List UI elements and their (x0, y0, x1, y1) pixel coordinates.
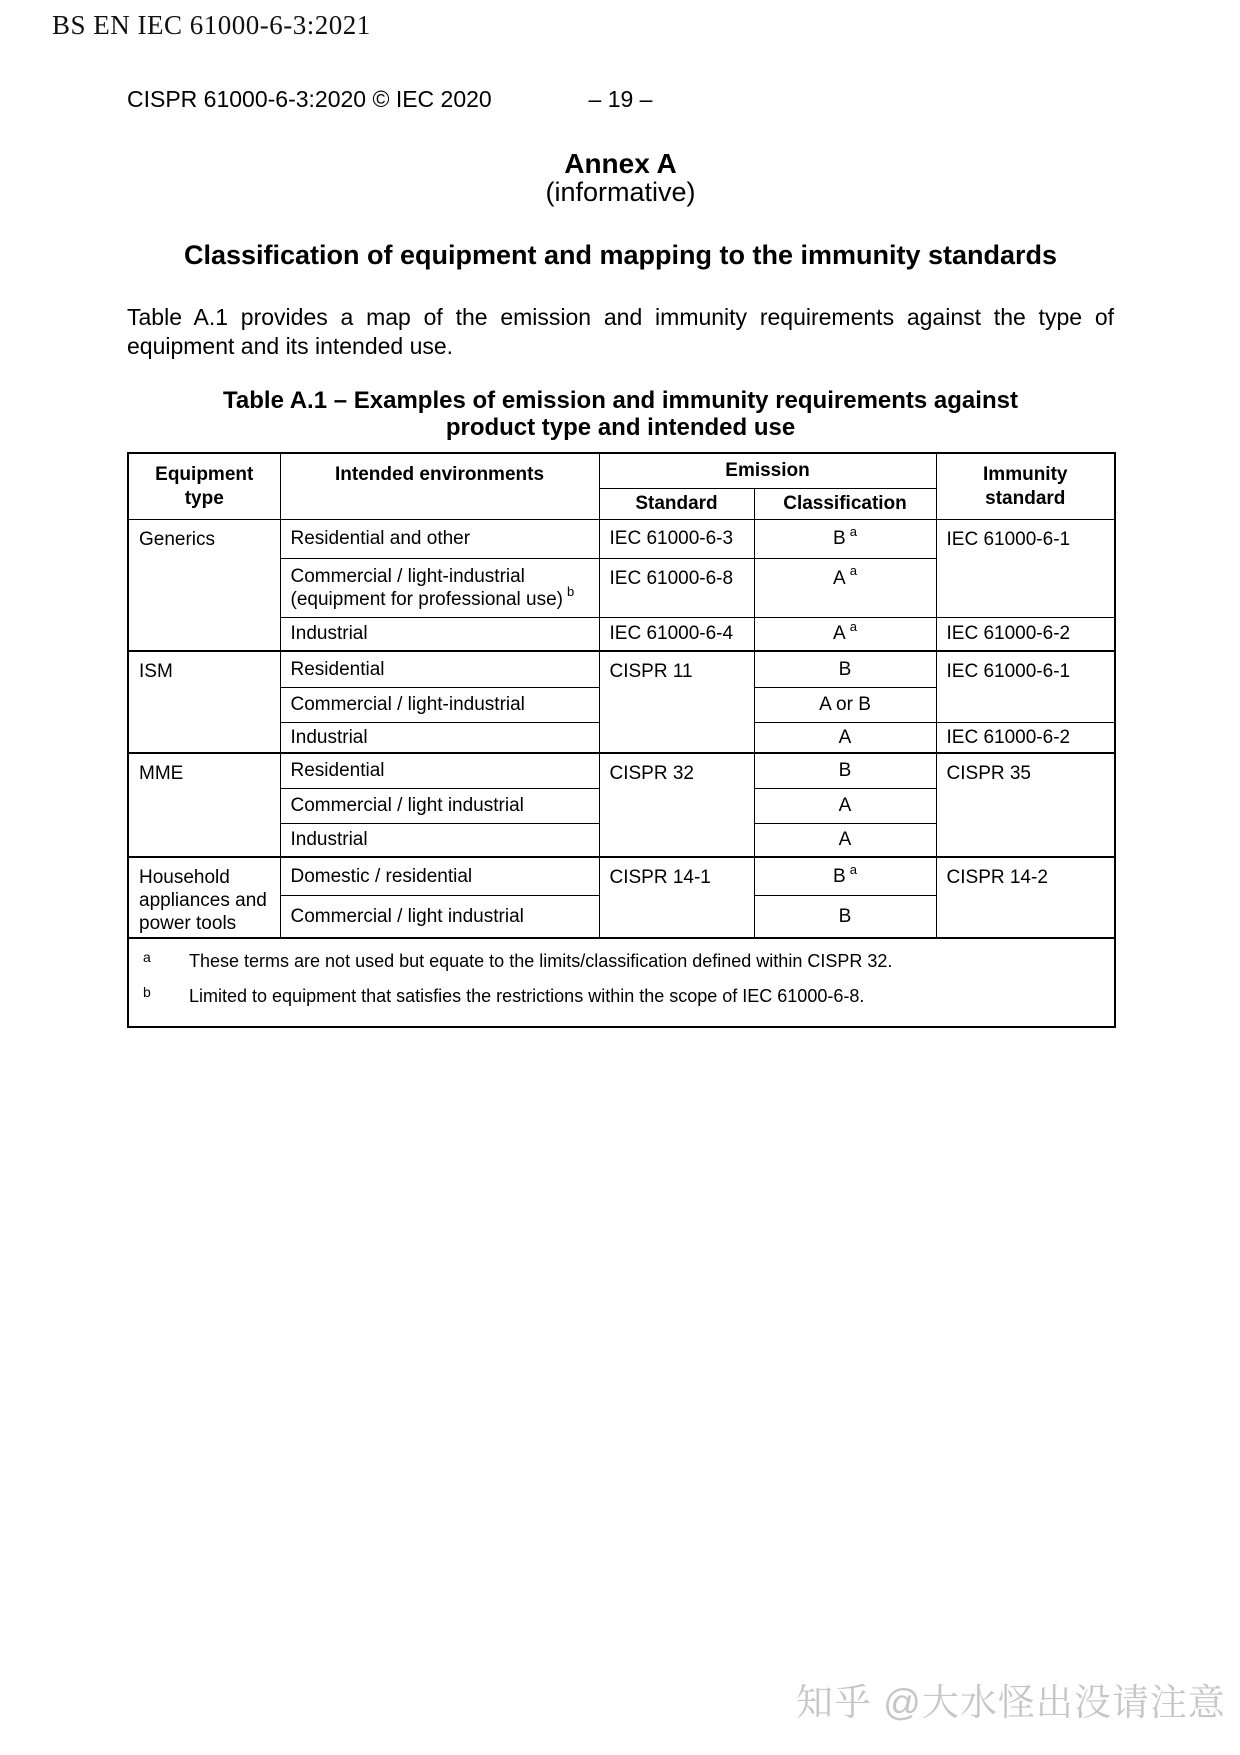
col-header-intended-environments: Intended environments (280, 453, 599, 519)
intro-paragraph (127, 303, 1114, 361)
cell-environment: Domestic / residential (280, 857, 599, 896)
col-header-equipment-type: Equipment type (128, 453, 280, 519)
col-header-classification: Classification (754, 488, 936, 519)
section-heading: Classification of equipment and mapping to the immunity standards (183, 240, 1058, 270)
footnote-ref-a: a (849, 618, 857, 634)
intro-line-2: equipment and its intended use. (127, 333, 454, 359)
annex-title: Annex A (564, 148, 677, 179)
cell-environment: Commercial / light industrial (280, 788, 599, 823)
cell-classification: B $^a$ (754, 519, 936, 558)
footnote-b-marker: b (143, 984, 151, 1000)
cell-classification: B $^a$ (754, 857, 936, 896)
cell-environment: Residential (280, 651, 599, 687)
cell-standard: IEC 61000-6-8 (599, 558, 754, 617)
footnote-a-text: These terms are not used but equate to the limits/classification defined within CISPR 32. (189, 951, 893, 971)
col-header-emission: Emission (599, 453, 936, 488)
footnote-ref-a: a (849, 523, 857, 539)
cell-classification: A (754, 722, 936, 753)
cell-standard: IEC 61000-6-4 (599, 617, 754, 651)
page-number: – 19 – (588, 86, 653, 112)
cell-environment: Commercial / light-industrial (equipment for professional use) $^b$ (280, 558, 599, 617)
cell-standard: CISPR 11 (599, 651, 754, 753)
cell-equipment: Household appliances and power tools (128, 857, 280, 938)
cell-immunity: IEC 61000-6-1 (936, 651, 1115, 722)
table-caption-line-2: product type and intended use (445, 414, 796, 441)
cell-classification: B (754, 896, 936, 938)
document-reference: BS EN IEC 61000-6-3:2021 (52, 10, 371, 40)
footnote-ref-a: a (849, 563, 857, 579)
cell-immunity: CISPR 14-2 (936, 857, 1115, 938)
cell-environment: Industrial (280, 722, 599, 753)
watermark: 知乎 @大水怪出没请注意 (796, 1682, 1226, 1723)
intro-line-1: Table A.1 provides a map of the emission and immunity requirements against the type of (127, 304, 1114, 330)
cell-environment: Commercial / light industrial (280, 896, 599, 938)
cell-immunity: IEC 61000-6-2 (936, 617, 1115, 651)
table-row (128, 651, 1115, 687)
cell-standard: CISPR 14-1 (599, 857, 754, 938)
cell-classification: A (754, 788, 936, 823)
footnote-b (141, 985, 1104, 1007)
cell-equipment: ISM (128, 651, 280, 753)
cell-environment: Industrial (280, 617, 599, 651)
cell-environment: Commercial / light-industrial (280, 687, 599, 722)
cell-classification: A (754, 823, 936, 857)
table-caption-line-1: Table A.1 – Examples of emission and immunity requirements against (223, 387, 1018, 414)
table-row (128, 753, 1115, 788)
table-footnotes (128, 938, 1115, 1027)
cell-immunity: IEC 61000-6-1 (936, 519, 1115, 617)
footnote-ref-a: a (849, 861, 857, 877)
footnote-ref-b: b (566, 584, 575, 600)
running-header-label: CISPR 61000-6-3:2020 © IEC 2020 (127, 86, 492, 112)
cell-classification: A $^a$ (754, 617, 936, 651)
annex-subtitle: (informative) (545, 177, 696, 207)
cell-equipment: MME (128, 753, 280, 857)
footnote-a-marker: a (143, 949, 151, 965)
col-header-immunity-standard: Immunity standard (936, 453, 1115, 519)
cell-immunity: CISPR 35 (936, 753, 1115, 857)
footnote-b-text: Limited to equipment that satisfies the restrictions within the scope of IEC 61000-6-8. (189, 986, 865, 1006)
cell-classification: B (754, 753, 936, 788)
table-header-row-1 (128, 453, 1115, 488)
cell-classification: A or B (754, 687, 936, 722)
footnote-a (141, 950, 1104, 972)
cell-environment: Residential and other (280, 519, 599, 558)
cell-environment: Residential (280, 753, 599, 788)
page-content (127, 0, 1114, 1028)
equipment-table (127, 452, 1116, 1028)
table-caption (127, 387, 1114, 441)
cell-classification: B (754, 651, 936, 687)
cell-standard: CISPR 32 (599, 753, 754, 857)
table-row (128, 857, 1115, 896)
col-header-standard: Standard (599, 488, 754, 519)
cell-immunity: IEC 61000-6-2 (936, 722, 1115, 753)
cell-environment: Industrial (280, 823, 599, 857)
cell-classification: A $^a$ (754, 558, 936, 617)
cell-equipment: Generics (128, 519, 280, 651)
cell-standard: IEC 61000-6-3 (599, 519, 754, 558)
table-row (128, 519, 1115, 558)
